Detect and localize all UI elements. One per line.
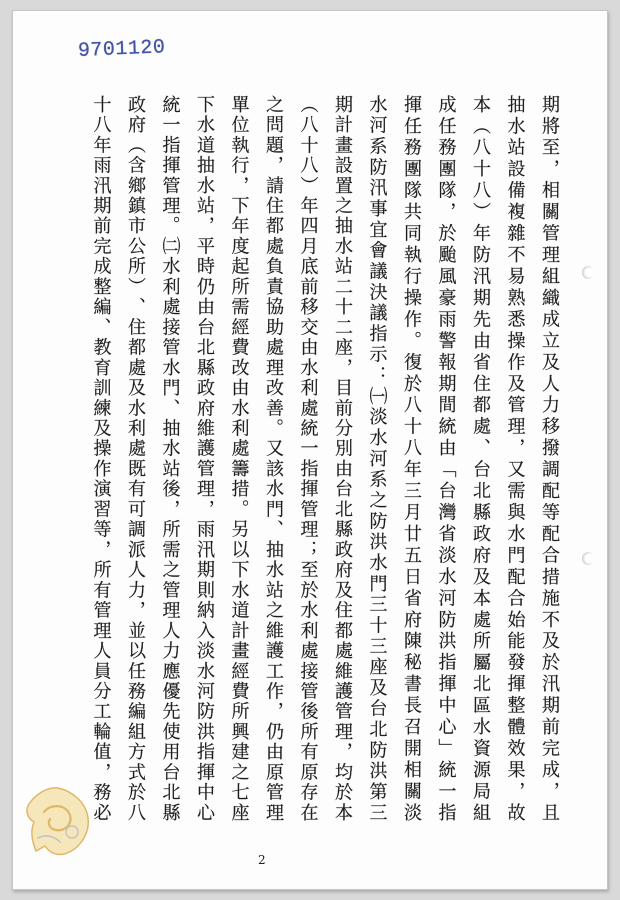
archive-stamp-number: 9701120	[77, 36, 166, 63]
text-column-8: （八十八）年四月底前移交由水利處統一指揮管理；至於水利處接管後所有原存在	[297, 95, 319, 824]
text-column-9: 之問題，請住都處負責協助處理改善。又該水門、抽水站之維護工作，仍由原管理	[263, 95, 284, 824]
text-column-7: 期計畫設置之抽水站二十二座，目前分別由台北縣政府及住都處維護管理，均於本	[332, 95, 353, 824]
text-column-6: 水河系防汛事宜會議決議指示：㈠淡水河系之防洪水門三十三座及台北防洪第三	[366, 95, 388, 824]
text-column-14: 十八年雨汛期前完成整編、教育訓練及操作演習等，所有管理人員分工輪值，務必	[90, 95, 112, 824]
text-column-4: 成任務團隊，於颱風豪雨警報期間統由「台灣省淡水河防洪指揮中心」統一指	[435, 95, 457, 825]
text-column-11: 下水道抽水站，平時仍由台北縣政府維護管理，雨汛期則納入淡水河防洪指揮中心	[194, 95, 215, 824]
text-column-13: 政府（含鄉鎮市公所）、住都處及水利處既有可調派人力，並以任務編組方式於八	[125, 95, 146, 824]
text-column-2: 抽水站設備複雜不易熟悉操作及管理，又需與水門配合始能發揮整體效果，故	[504, 95, 526, 825]
text-column-12: 統一指揮管理。㈡水利處接管水門、抽水站後，所需之管理人力應優先使用台北縣	[159, 95, 181, 824]
vertical-text-body	[83, 95, 566, 827]
punch-hole-icon	[582, 552, 594, 565]
page-number: 2	[258, 853, 266, 867]
text-column-10: 單位執行，下年度起所需經費改由水利處籌措。另以下水道計畫經費所興建之七座	[228, 95, 250, 824]
text-column-5: 揮任務團隊共同執行操作。復於八十八年三月廿五日省府陳秘書長召開相關淡	[401, 95, 422, 825]
text-column-3: 本（八十八）年防汛期先由省住都處、台北縣政府及本處所屬北區水資源局組	[470, 95, 491, 825]
punch-hole-icon	[582, 266, 594, 279]
text-column-1: 期將至，相關管理組織成立及人力移撥調配等配合措施不及於汛期前完成，且	[539, 95, 560, 825]
